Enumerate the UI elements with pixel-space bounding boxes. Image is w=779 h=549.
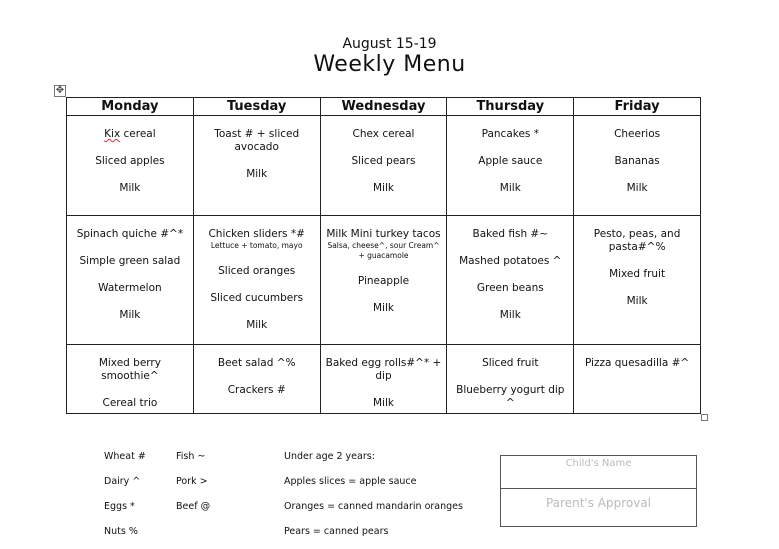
- menu-item-text: Chicken sliders *#: [208, 228, 305, 240]
- menu-item: [198, 228, 316, 251]
- legend-eggs: Eggs *: [104, 501, 135, 512]
- menu-item-text: Milk: [246, 319, 268, 331]
- menu-item: [451, 282, 569, 295]
- menu-item: [578, 155, 696, 168]
- menu-item-text: Bananas: [614, 155, 660, 167]
- date-range: August 15-19: [342, 36, 437, 52]
- menu-item: [578, 357, 696, 370]
- menu-item-text: Blueberry yogurt dip ^: [456, 384, 565, 409]
- menu-item-text: Milk: [246, 168, 268, 180]
- menu-cell: [447, 345, 574, 414]
- menu-item: [71, 228, 189, 241]
- menu-item-detail: Salsa, cheese^, sour Cream^ + guacamole: [327, 241, 440, 260]
- menu-item-text: Milk: [626, 295, 648, 307]
- approval-box: [500, 455, 697, 527]
- day-header: Wednesday: [320, 98, 447, 116]
- menu-item: [198, 292, 316, 305]
- menu-item: [451, 309, 569, 322]
- menu-item: [451, 255, 569, 268]
- day-header: Tuesday: [193, 98, 320, 116]
- weekly-menu-table: [66, 97, 701, 414]
- table-move-handle-icon[interactable]: ✥: [55, 85, 65, 96]
- menu-item: [198, 168, 316, 181]
- menu-item: [451, 182, 569, 195]
- menu-item-text: Milk: [499, 309, 521, 321]
- day-header-row: [67, 98, 701, 116]
- menu-item: [325, 357, 443, 383]
- menu-item: [71, 255, 189, 268]
- menu-item: [198, 319, 316, 332]
- menu-item-text: Mixed fruit: [609, 268, 666, 280]
- menu-item: [198, 128, 316, 154]
- menu-item-text: Pizza quesadilla #^: [584, 357, 690, 369]
- menu-item: [325, 155, 443, 168]
- menu-item-text: Crackers #: [227, 384, 286, 396]
- menu-item: [71, 182, 189, 195]
- menu-cell: [574, 116, 701, 216]
- child-name-label: Child's Name: [565, 458, 632, 469]
- parent-approval-label: Parent's Approval: [545, 496, 652, 510]
- menu-item: [325, 182, 443, 195]
- menu-item-text: Milk: [373, 182, 394, 194]
- page-title: Weekly Menu: [313, 52, 466, 77]
- menu-item-text: Pesto, peas, and pasta#^%: [593, 228, 681, 253]
- menu-item-text: Pancakes *: [481, 128, 539, 140]
- day-header: Monday: [67, 98, 194, 116]
- menu-cell: [447, 216, 574, 345]
- menu-item: [198, 265, 316, 278]
- legend-fish: Fish ~: [176, 451, 206, 462]
- legend-nuts: Nuts %: [104, 526, 138, 537]
- menu-row: [67, 116, 701, 216]
- parent-approval-field[interactable]: [501, 489, 696, 517]
- table-resize-handle[interactable]: [701, 414, 708, 421]
- menu-item: [325, 397, 443, 410]
- menu-cell: [574, 345, 701, 414]
- menu-item-text: Spinach quiche #^*: [76, 228, 184, 240]
- menu-cell: [67, 216, 194, 345]
- menu-item: [198, 384, 316, 397]
- menu-item-text: Sliced oranges: [218, 265, 296, 277]
- menu-item-text: Baked egg rolls#^* + dip: [325, 357, 442, 382]
- menu-item-text: Milk: [119, 309, 141, 321]
- menu-item: [578, 228, 696, 254]
- menu-item-text: Sliced apples: [95, 155, 165, 167]
- menu-item: [325, 228, 443, 261]
- menu-item-text: Chex cereal: [352, 128, 415, 140]
- menu-item-text: Sliced fruit: [482, 357, 539, 369]
- menu-item-text: Mashed potatoes ^: [459, 255, 562, 267]
- menu-item-text: Sliced pears: [351, 155, 416, 167]
- menu-item-text: Milk: [373, 397, 394, 409]
- menu-cell: [320, 345, 447, 414]
- menu-row: [67, 216, 701, 345]
- menu-cell: [193, 116, 320, 216]
- menu-item: [578, 268, 696, 281]
- menu-item-text: cereal: [120, 128, 156, 140]
- menu-item-detail: Lettuce + tomato, mayo: [210, 241, 303, 250]
- menu-item-text: Milk Mini turkey tacos: [326, 228, 441, 240]
- menu-cell: [574, 216, 701, 345]
- menu-item: [451, 384, 569, 410]
- menu-item: [71, 397, 189, 410]
- menu-item: [451, 128, 569, 141]
- oranges-note: Oranges = canned mandarin oranges: [284, 501, 463, 512]
- menu-item: [71, 155, 189, 168]
- menu-item-text: Pineapple: [357, 275, 410, 287]
- menu-item: [578, 182, 696, 195]
- menu-item-text: Green beans: [476, 282, 544, 294]
- menu-item: [71, 128, 189, 141]
- menu-item-text: Apple sauce: [478, 155, 543, 167]
- menu-item-text: Sliced cucumbers: [210, 292, 304, 304]
- menu-item-text: Cheerios: [614, 128, 661, 140]
- menu-item-text: Toast # + sliced avocado: [214, 128, 300, 153]
- menu-item-text: Simple green salad: [79, 255, 181, 267]
- menu-cell: [320, 216, 447, 345]
- menu-item: [71, 357, 189, 383]
- menu-item-text: Cereal trio: [102, 397, 158, 409]
- menu-item-text: Mixed berry smoothie^: [98, 357, 161, 382]
- menu-cell: [67, 116, 194, 216]
- legend-wheat: Wheat #: [104, 451, 146, 462]
- menu-item-text: Milk: [119, 182, 141, 194]
- menu-item-text: Watermelon: [98, 282, 162, 294]
- menu-row: [67, 345, 701, 414]
- menu-cell: [447, 116, 574, 216]
- menu-cell: [67, 345, 194, 414]
- under-age-note: Under age 2 years:: [284, 451, 375, 462]
- menu-item: [451, 155, 569, 168]
- menu-item: [578, 295, 696, 308]
- menu-item: [325, 128, 443, 141]
- menu-item-text: Milk: [626, 182, 648, 194]
- menu-cell: [193, 216, 320, 345]
- legend-beef: Beef @: [176, 501, 211, 512]
- menu-item: [71, 282, 189, 295]
- menu-item: [325, 275, 443, 288]
- apples-note: Apples slices = apple sauce: [284, 476, 417, 487]
- menu-item-misspelled-word: Kix: [104, 128, 121, 140]
- legend-dairy: Dairy ^: [104, 476, 141, 487]
- menu-item-text: Baked fish #~: [472, 228, 549, 240]
- pears-note: Pears = canned pears: [284, 526, 389, 537]
- menu-item: [198, 357, 316, 370]
- menu-cell: [193, 345, 320, 414]
- day-header: Thursday: [447, 98, 574, 116]
- child-name-field[interactable]: [501, 456, 696, 489]
- menu-item-text: Beet salad ^%: [217, 357, 296, 369]
- menu-item: [71, 309, 189, 322]
- menu-item-text: Milk: [373, 302, 394, 314]
- day-header: Friday: [574, 98, 701, 116]
- menu-item: [325, 302, 443, 315]
- legend-pork: Pork >: [176, 476, 208, 487]
- menu-cell: [320, 116, 447, 216]
- menu-item: [578, 128, 696, 141]
- menu-item: [451, 357, 569, 370]
- menu-item-text: Milk: [499, 182, 521, 194]
- menu-item: [451, 228, 569, 241]
